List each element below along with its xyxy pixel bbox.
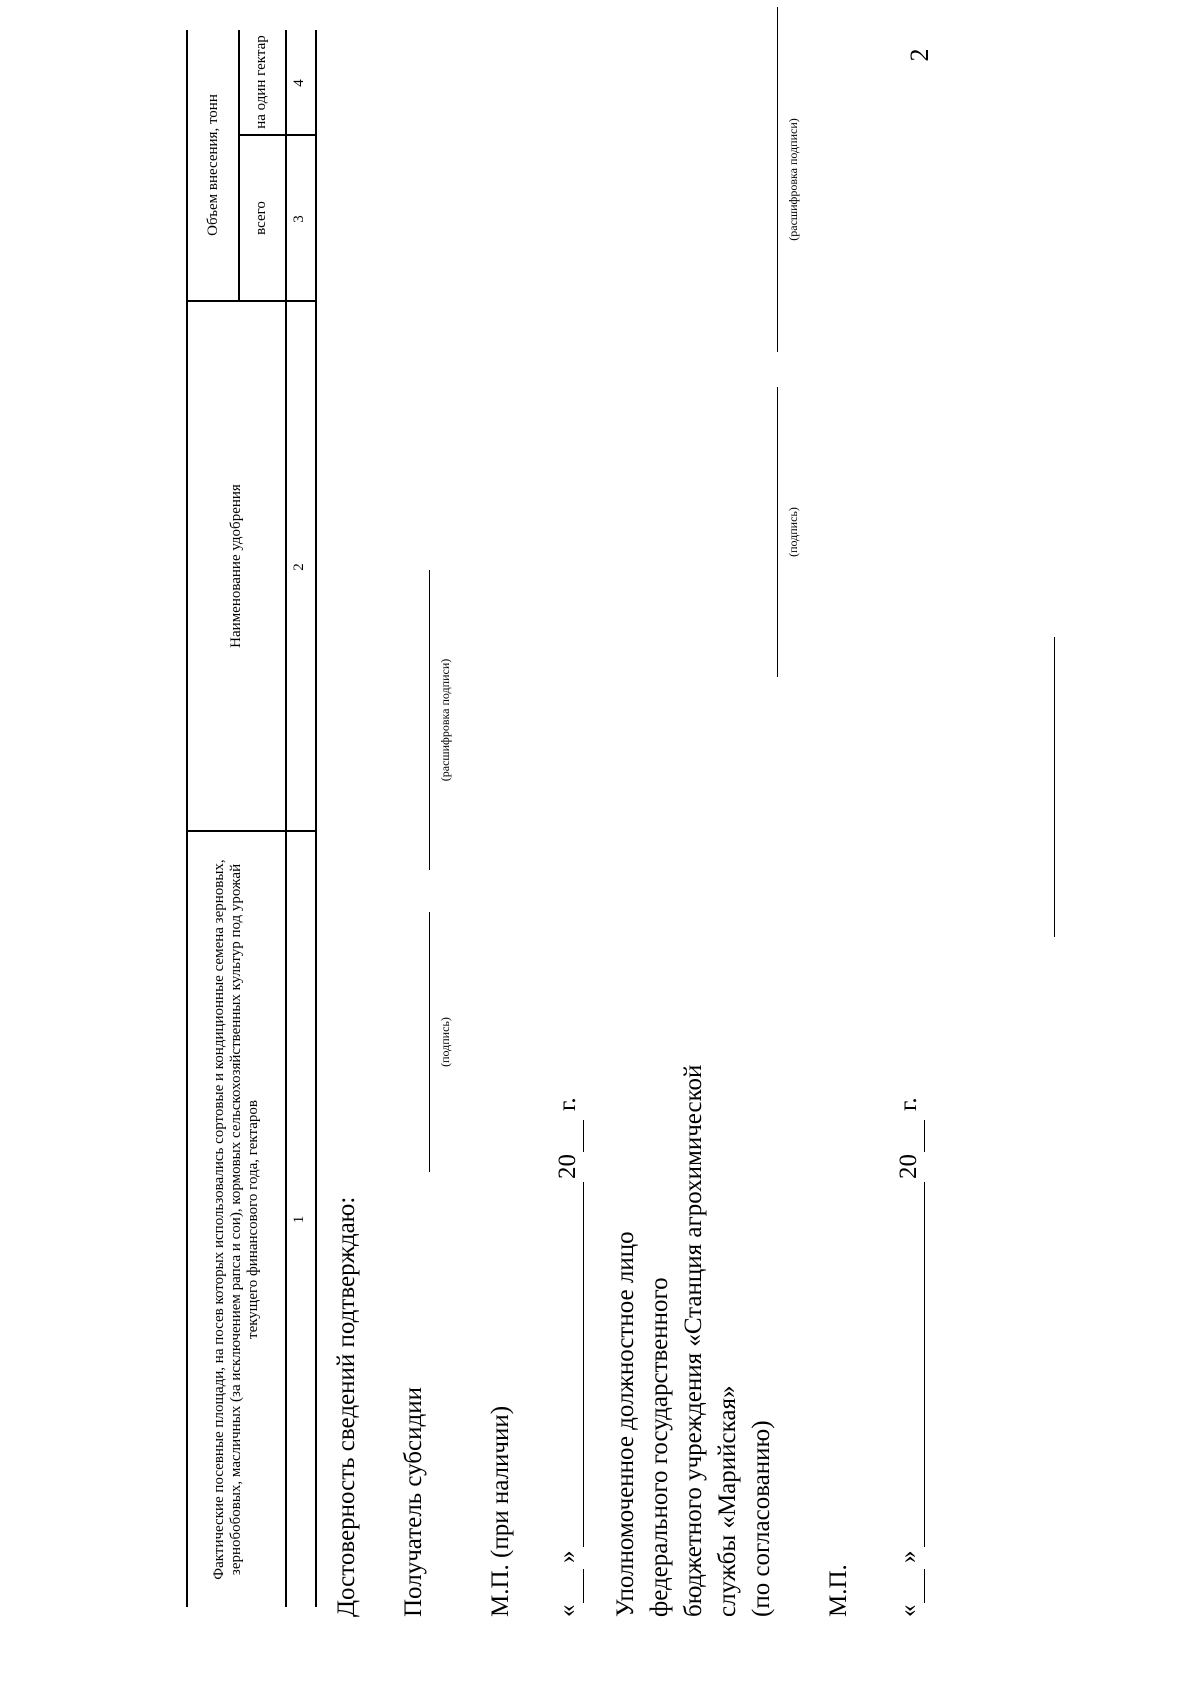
recipient-date-month-line [583, 1182, 584, 1547]
recipient-date-suffix: г. [554, 1097, 581, 1111]
confirmation-heading: Достоверность сведений подтверждаю: [333, 1196, 360, 1617]
recipient-label: Получатель субсидии [400, 1387, 427, 1617]
recipient-date-open: « [554, 1604, 581, 1617]
official-signature-line [777, 387, 778, 677]
official-title-line2: федерального государственного [646, 1277, 673, 1617]
col4-number: 4 [290, 79, 307, 87]
official-title-line3: бюджетного учреждения «Станция агрохимической [680, 1064, 707, 1617]
official-title-line1: Уполномоченное должностное лицо [612, 1231, 639, 1617]
official-date-close: » [895, 1550, 922, 1563]
recipient-signature-caption: (подпись) [438, 1017, 452, 1067]
official-stamp-label: М.П. [825, 1564, 852, 1617]
col2-header: Наименование удобрения [228, 484, 244, 648]
official-extra-line [1054, 637, 1055, 937]
recipient-stamp-label: М.П. (при наличии) [487, 1405, 514, 1617]
volume-group-header: Объем внесения, тонн [204, 94, 221, 236]
recipient-date-close: » [554, 1550, 581, 1563]
col1-header: Фактические посевные площади, на посев которых использовались сортовые и кондиционные семена зерновых, зернобобовых, масличных (за исключением рапса и сои), кормовых сельскохозяйственных культур под урожай текущего финансового года, гектаров [211, 859, 261, 1580]
official-signature-caption: (подпись) [786, 507, 800, 557]
recipient-date-year-prefix: 20 [554, 1154, 581, 1179]
col3-number: 3 [290, 215, 307, 223]
official-title-line4: службы «Марийская» [714, 1385, 741, 1617]
col4-header: на один гектар [253, 35, 269, 129]
page-number: 2 [905, 48, 934, 62]
recipient-decode-line [429, 570, 430, 870]
official-date-suffix: г. [895, 1097, 922, 1111]
official-decode-line [777, 7, 778, 352]
recipient-signature-line [429, 912, 430, 1172]
official-date-open: « [895, 1604, 922, 1617]
col3-header: всего [253, 201, 269, 235]
official-date-year-line [924, 1120, 925, 1152]
official-date-month-line [924, 1182, 925, 1547]
recipient-decode-caption: (расшифровка подписи) [438, 658, 452, 782]
fertilizer-table [186, 30, 317, 1607]
recipient-date-year-line [583, 1120, 584, 1152]
official-date-year-prefix: 20 [895, 1154, 922, 1179]
official-date-day-line [924, 1569, 925, 1603]
official-decode-caption: (расшифровка подписи) [786, 118, 800, 241]
recipient-date-day-line [583, 1569, 584, 1603]
col1-number: 1 [290, 1215, 307, 1224]
official-title-line5: (по согласованию) [748, 1420, 775, 1617]
col2-number: 2 [290, 563, 307, 571]
